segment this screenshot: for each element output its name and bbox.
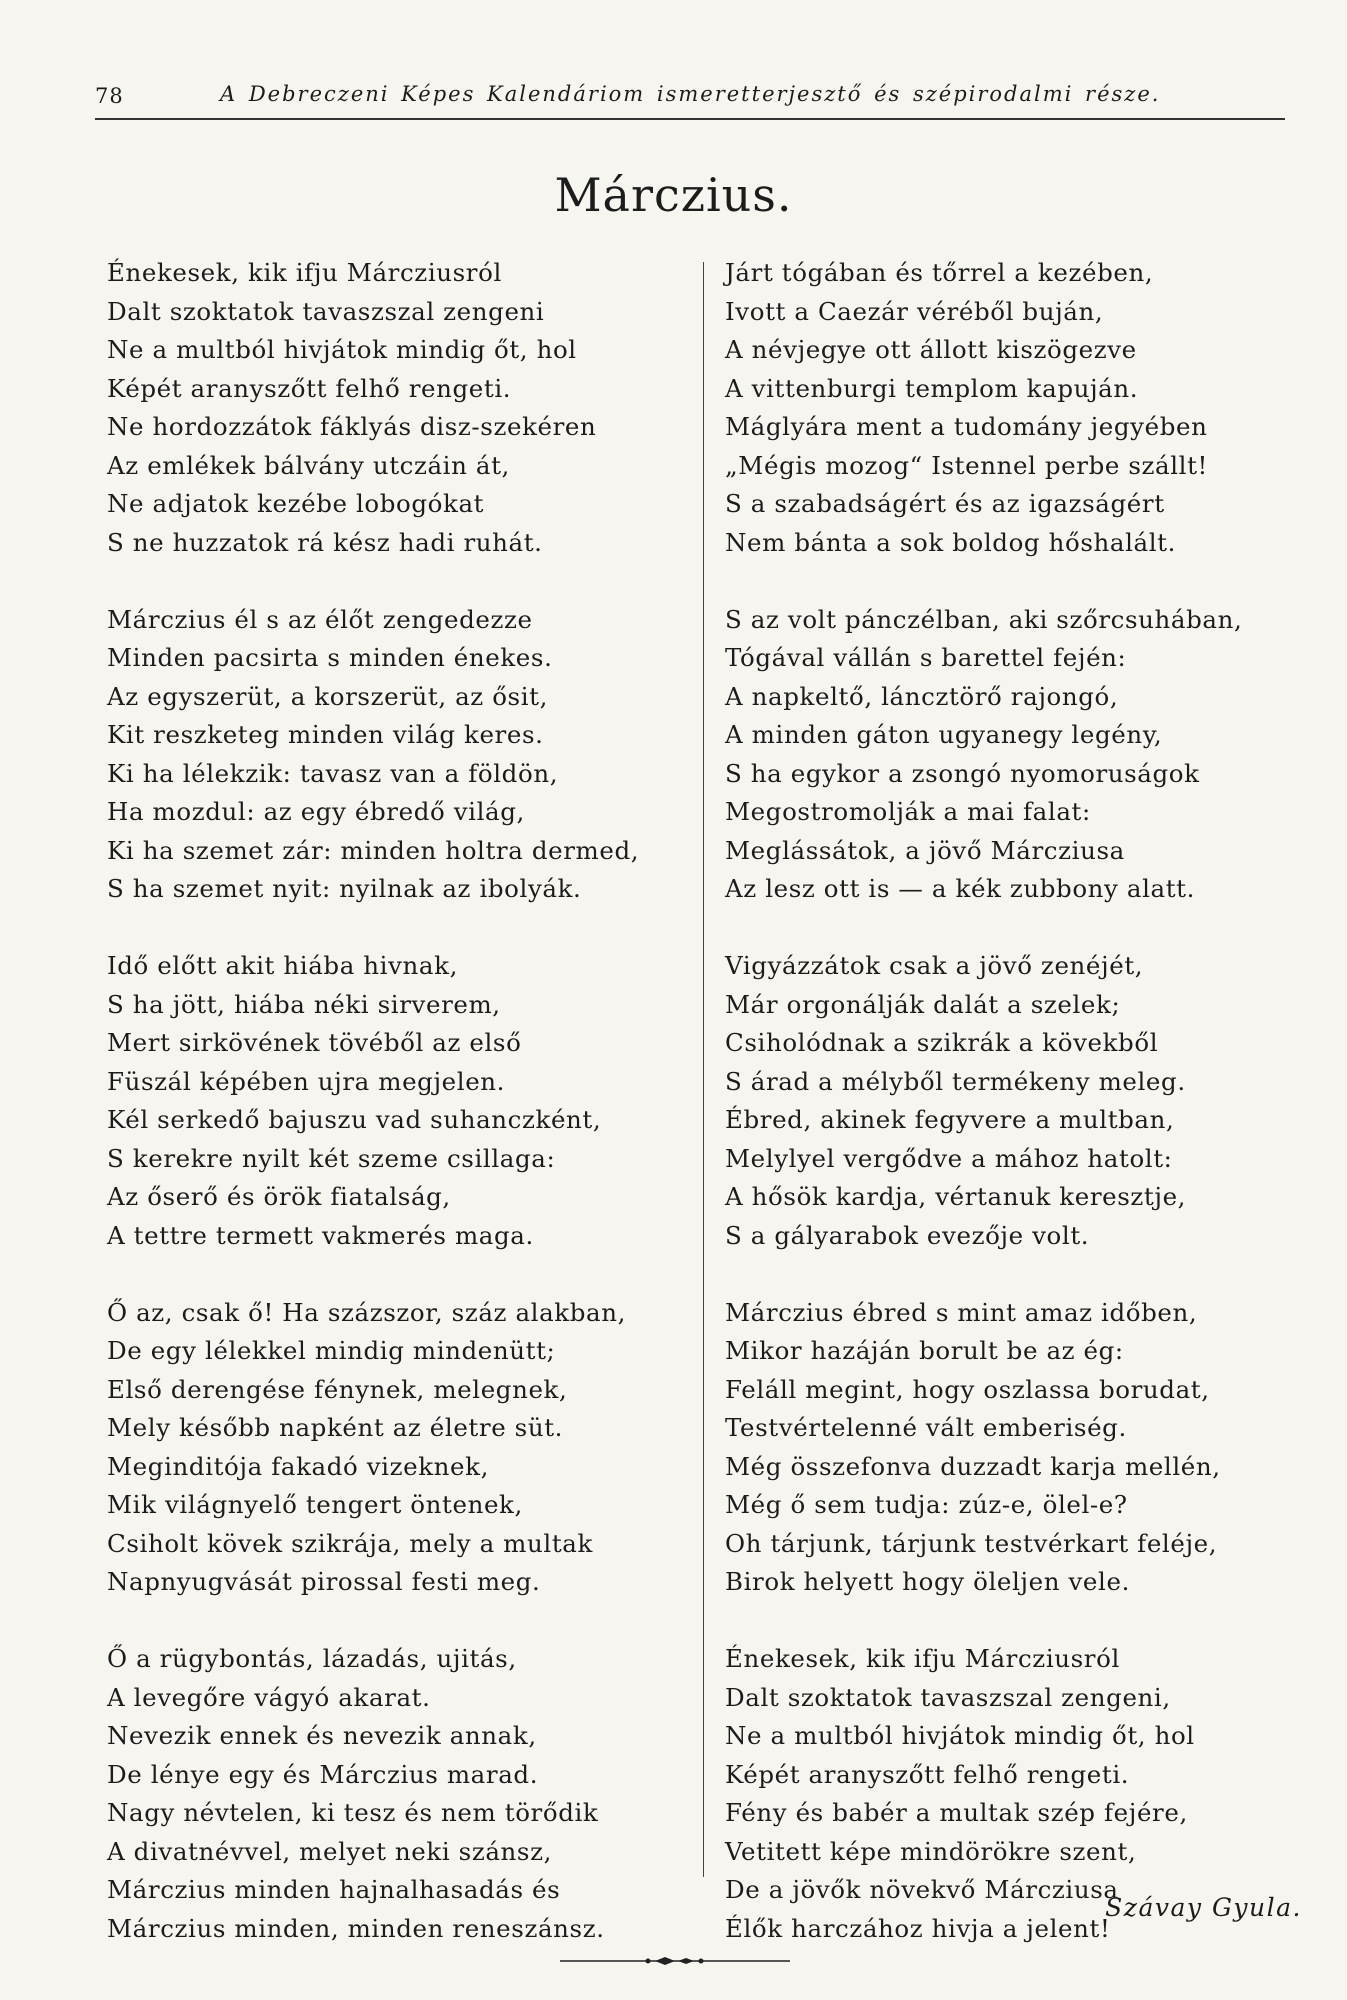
- verse-line: Képét aranyszőtt felhő rengeti.: [107, 373, 512, 403]
- verse-line: S ha egykor a zsongó nyomoruságok: [725, 758, 1200, 788]
- stanza: [107, 601, 687, 909]
- verse-line: Oh tárjunk, tárjunk testvérkart feléje,: [725, 1528, 1218, 1558]
- verse-line: Már orgonálják dalát a szelek;: [725, 989, 1121, 1019]
- verse-line: Ki ha lélekzik: tavasz van a földön,: [107, 758, 559, 788]
- verse-line: Az lesz ott is — a kék zubbony alatt.: [725, 874, 1196, 903]
- stanza: [725, 601, 1315, 909]
- verse-line: A levegőre vágyó akarat.: [107, 1682, 431, 1712]
- verse-line: Képét aranyszőtt felhő rengeti.: [725, 1759, 1130, 1789]
- verse-line: Melylyel vergődve a mához hatolt:: [725, 1143, 1173, 1173]
- verse-line: Meginditója fakadó vizeknek,: [107, 1451, 489, 1481]
- poem-column-right: [725, 254, 1315, 1987]
- verse-line: A napkeltő, láncztörő rajongó,: [725, 681, 1119, 711]
- verse-line: Kit reszketeg minden világ keres.: [107, 720, 544, 749]
- verse-line: De egy lélekkel mindig mindenütt;: [107, 1336, 556, 1365]
- verse-line: Ha mozdul: az egy ébredő világ,: [107, 797, 525, 826]
- verse-line: A divatnévvel, melyet neki szánsz,: [107, 1836, 552, 1866]
- verse-line: „Mégis mozog“ Istennel perbe szállt!: [725, 450, 1208, 480]
- verse-line: Feláll megint, hogy oszlassa borudat,: [725, 1374, 1210, 1404]
- verse-line: De lénye egy és Márczius marad.: [107, 1759, 539, 1789]
- verse-line: Az emlékek bálvány utczáin át,: [107, 450, 510, 480]
- verse-line: Füszál képében ujra megjelen.: [107, 1066, 506, 1096]
- verse-line: Ne adjatok kezébe lobogókat: [107, 489, 485, 518]
- verse-line: Testvértelenné vált emberiség.: [725, 1413, 1127, 1442]
- verse-line: Még ő sem tudja: zúz-e, ölel-e?: [725, 1490, 1128, 1519]
- stanza: [107, 947, 687, 1255]
- verse-line: Az egyszerüt, a korszerüt, az ősit,: [107, 681, 548, 711]
- running-title: A Debreczeni Képes Kalendáriom ismeretterjesztő és szépirodalmi része.: [220, 82, 1161, 106]
- verse-line: Mert sirkövének tövéből az első: [107, 1028, 522, 1057]
- verse-line: Idő előtt akit hiába hivnak,: [107, 951, 458, 980]
- verse-line: Nem bánta a sok boldog hőshalált.: [725, 527, 1176, 557]
- verse-line: Birok helyett hogy öleljen vele.: [725, 1567, 1130, 1596]
- verse-line: A hősök kardja, vértanuk keresztje,: [725, 1182, 1187, 1211]
- verse-line: Tógával vállán s barettel fején:: [725, 643, 1127, 672]
- page-number: 78: [95, 84, 124, 108]
- verse-line: S kerekre nyilt két szeme csillaga:: [107, 1143, 556, 1173]
- end-ornament: [560, 1955, 790, 1967]
- verse-line: Még összefonva duzzadt karja mellén,: [725, 1451, 1221, 1481]
- verse-line: Kél serkedő bajuszu vad suhanczként,: [107, 1105, 602, 1134]
- author-signature: Szávay Gyula.: [1105, 1893, 1302, 1922]
- verse-line: Fény és babér a multak szép fejére,: [725, 1798, 1188, 1827]
- verse-line: Minden pacsirta s minden énekes.: [107, 643, 553, 672]
- verse-line: Megostromolják a mai falat:: [725, 797, 1091, 826]
- verse-line: Ivott a Caezár véréből buján,: [725, 296, 1104, 326]
- stanza: [725, 254, 1315, 562]
- verse-line: Márczius él s az élőt zengedezze: [107, 604, 533, 634]
- page-header: [95, 78, 1285, 120]
- verse-line: Első derengése fénynek, melegnek,: [107, 1374, 568, 1404]
- verse-line: A tettre termett vakmerés maga.: [107, 1220, 534, 1250]
- verse-line: S ha szemet nyit: nyilnak az ibolyák.: [107, 874, 582, 903]
- verse-line: Nagy névtelen, ki tesz és nem törődik: [107, 1798, 599, 1827]
- verse-line: Csiholódnak a szikrák a kövekből: [725, 1028, 1159, 1057]
- verse-line: Márczius ébred s mint amaz időben,: [725, 1297, 1198, 1327]
- poem-title: Márczius.: [554, 168, 793, 222]
- verse-line: A vittenburgi templom kapuján.: [725, 373, 1139, 403]
- verse-line: De a jövők növekvő Márcziusa: [725, 1875, 1119, 1904]
- verse-line: Ő az, csak ő! Ha százszor, száz alakban,: [107, 1297, 627, 1327]
- verse-line: Ki ha szemet zár: minden holtra dermed,: [107, 835, 640, 865]
- verse-line: Vigyázzátok csak a jövő zenéjét,: [725, 951, 1144, 980]
- verse-line: Ne a multból hivjátok mindig őt, hol: [725, 1721, 1195, 1750]
- verse-line: A névjegye ott állott kiszögezve: [725, 335, 1137, 364]
- verse-line: S az volt pánczélban, aki szőrcsuhában,: [725, 604, 1243, 634]
- verse-line: Dalt szoktatok tavaszszal zengeni: [107, 296, 545, 326]
- verse-line: Máglyára ment a tudomány jegyében: [725, 412, 1208, 441]
- verse-line: Napnyugvását pirossal festi meg.: [107, 1567, 541, 1596]
- verse-line: Mikor hazáján borult be az ég:: [725, 1336, 1124, 1365]
- verse-line: A minden gáton ugyanegy legény,: [725, 720, 1163, 749]
- poem-column-left: [107, 254, 687, 1987]
- verse-line: Az őserő és örök fiatalság,: [107, 1182, 451, 1211]
- stanza: [107, 1640, 687, 1948]
- stanza: [725, 947, 1315, 1255]
- verse-line: S a szabadságért és az igazságért: [725, 489, 1165, 518]
- verse-line: S árad a mélyből termékeny meleg.: [725, 1066, 1186, 1096]
- stanza: [107, 1294, 687, 1602]
- verse-line: Ne a multból hivjátok mindig őt, hol: [107, 335, 577, 364]
- stanza: [107, 254, 687, 562]
- verse-line: Nevezik ennek és nevezik annak,: [107, 1721, 537, 1750]
- verse-line: Márczius minden hajnalhasadás és: [107, 1875, 561, 1904]
- verse-line: Ébred, akinek fegyvere a multban,: [725, 1105, 1175, 1134]
- verse-line: S ha jött, hiába néki sirverem,: [107, 989, 501, 1019]
- verse-line: S a gályarabok evezője volt.: [725, 1220, 1090, 1250]
- verse-line: Ő a rügybontás, lázadás, ujitás,: [107, 1644, 517, 1673]
- verse-line: Mely később napként az életre süt.: [107, 1413, 564, 1442]
- verse-line: Énekesek, kik ifju Márcziusról: [725, 1644, 1120, 1673]
- stanza: [725, 1294, 1315, 1602]
- verse-line: Énekesek, kik ifju Márcziusról: [107, 258, 502, 287]
- verse-line: Meglássátok, a jövő Márcziusa: [725, 835, 1125, 865]
- verse-line: Vetitett képe mindörökre szent,: [725, 1836, 1137, 1866]
- verse-line: Élők harczához hivja a jelent!: [725, 1913, 1111, 1943]
- verse-line: Csiholt kövek szikrája, mely a multak: [107, 1528, 593, 1558]
- verse-line: Ne hordozzátok fáklyás disz-szekéren: [107, 412, 597, 441]
- verse-line: Dalt szoktatok tavaszszal zengeni,: [725, 1682, 1171, 1712]
- verse-line: Járt tógában és tőrrel a kezében,: [725, 258, 1154, 287]
- verse-line: Mik világnyelő tengert öntenek,: [107, 1490, 523, 1519]
- verse-line: S ne huzzatok rá kész hadi ruhát.: [107, 527, 543, 557]
- verse-line: Márczius minden, minden reneszánsz.: [107, 1913, 605, 1943]
- column-divider: [703, 262, 704, 1877]
